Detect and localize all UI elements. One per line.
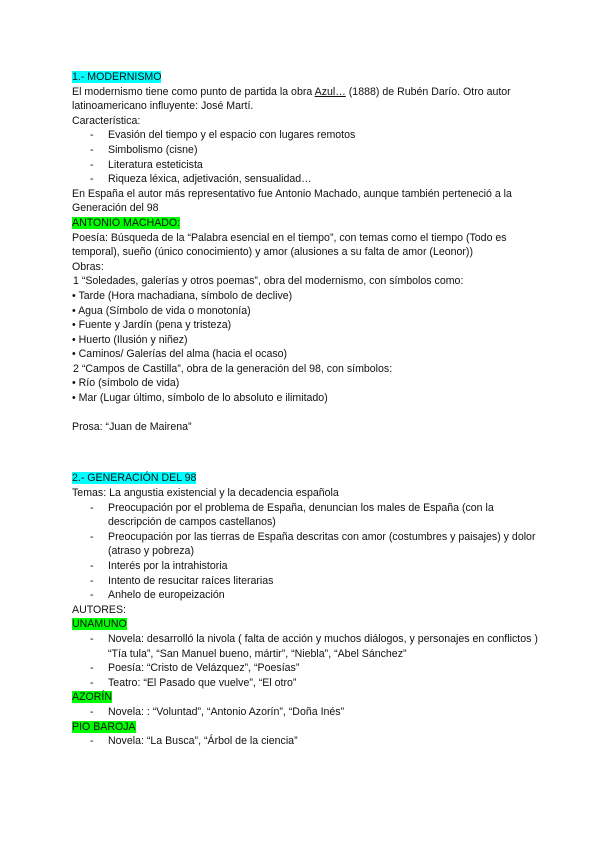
caracteristica-label: Característica: bbox=[72, 114, 141, 127]
tema-text: Preocupación por el problema de España, denuncian los males de España (con la descripción de campos castellanos) bbox=[108, 501, 494, 529]
tema-text: Anhelo de europeización bbox=[108, 589, 225, 602]
dash-marker: - bbox=[90, 560, 94, 572]
tema-text: Intento de resucitar raíces literarias bbox=[108, 574, 274, 587]
azorin-heading-line bbox=[72, 690, 542, 705]
obra-2: 2 “Campos de Castilla”, obra de la generación del 98, con símbolos: bbox=[73, 362, 393, 375]
trait-item bbox=[72, 128, 542, 143]
espana-paragraph: En España el autor más representativo fue Antonio Machado, aunque también perteneció a la Generación del 98 bbox=[72, 187, 512, 215]
autores-label: AUTORES: bbox=[72, 603, 126, 616]
baroja-novela-text: Novela: “La Busca”, “Árbol de la ciencia” bbox=[108, 735, 298, 748]
tema-item bbox=[72, 574, 542, 589]
symbol-item: • Huerto (Ilusión y niñez) bbox=[72, 333, 188, 346]
dash-marker: - bbox=[90, 143, 94, 156]
tema-text: Interés por la intrahistoria bbox=[108, 560, 228, 572]
prosa-line: Prosa: “Juan de Mairena” bbox=[72, 421, 192, 434]
section-2-heading: 2.- GENERACIÓN DEL 98 bbox=[72, 472, 197, 485]
modernismo-intro bbox=[72, 85, 542, 114]
azul-link[interactable]: Azul… bbox=[314, 85, 346, 98]
temas-line: Temas: La angustia existencial y la decadencia española bbox=[72, 487, 339, 500]
intro-text-a: El modernismo tiene como punto de partida la obra bbox=[72, 85, 315, 98]
unamuno-poesia-item bbox=[72, 661, 542, 676]
obras-label: Obras: bbox=[72, 260, 104, 273]
dash-marker: - bbox=[90, 735, 94, 748]
dash-marker: - bbox=[90, 173, 94, 186]
tema-item bbox=[72, 559, 542, 574]
trait-item bbox=[72, 158, 542, 173]
azorin-novela-text: Novela: : “Voluntad”, “Antonio Azorín”, “Doña Inés” bbox=[108, 705, 345, 718]
symbol-item: • Mar (Lugar último, símbolo de lo absoluto e ilimitado) bbox=[72, 392, 328, 405]
symbol-item: • Río (símbolo de vida) bbox=[72, 377, 180, 390]
baroja-novela-item bbox=[72, 734, 542, 749]
trait-text: Riqueza léxica, adjetivación, sensualidad… bbox=[108, 173, 312, 186]
trait-item bbox=[72, 172, 542, 187]
unamuno-novela-item bbox=[72, 632, 542, 647]
dash-marker: - bbox=[90, 158, 94, 171]
dash-marker: - bbox=[90, 632, 94, 645]
obra-1: 1 “Soledades, galerías y otros poemas”, obra del modernismo, con símbolos como: bbox=[73, 275, 464, 288]
machado-heading-line bbox=[72, 216, 542, 231]
trait-text: Simbolismo (cisne) bbox=[108, 143, 198, 156]
poesia-paragraph: Poesía: Búsqueda de la “Palabra esencial en el tiempo”, con temas como el tiempo (Todo es temporal), sueño (único conocimiento) y amor (alusiones a su falta de amor (Leonor)) bbox=[72, 231, 507, 259]
dash-marker: - bbox=[90, 662, 94, 675]
tema-item bbox=[72, 530, 542, 559]
baroja-heading-line bbox=[72, 720, 542, 735]
section-1-heading-line bbox=[72, 70, 542, 85]
unamuno-teatro-item bbox=[72, 676, 542, 691]
machado-heading: ANTONIO MACHADO: bbox=[72, 216, 181, 229]
tema-item bbox=[72, 588, 542, 603]
dash-marker: - bbox=[90, 129, 94, 142]
dash-marker: - bbox=[90, 676, 94, 689]
section-2-heading-line bbox=[72, 471, 542, 486]
spacer bbox=[72, 457, 542, 472]
dash-marker: - bbox=[90, 530, 94, 543]
symbol-item: • Agua (Símbolo de vida o monotonía) bbox=[72, 304, 251, 317]
trait-text: Literatura esteticista bbox=[108, 158, 203, 171]
tema-text: Preocupación por las tierras de España descritas con amor (costumbres y paisajes) y dolor (atraso y pobreza) bbox=[108, 530, 536, 558]
dash-marker: - bbox=[90, 501, 94, 514]
dash-marker: - bbox=[90, 705, 94, 718]
unamuno-heading: UNAMUNO bbox=[72, 618, 127, 631]
document-page bbox=[72, 70, 542, 749]
unamuno-heading-line bbox=[72, 617, 542, 632]
trait-item bbox=[72, 143, 542, 158]
symbol-item: • Tarde (Hora machadiana, símbolo de declive) bbox=[72, 289, 293, 302]
dash-marker: - bbox=[90, 589, 94, 602]
spacer bbox=[72, 406, 542, 421]
symbol-item: • Caminos/ Galerías del alma (hacia el ocaso) bbox=[72, 348, 288, 361]
baroja-heading: PIO BAROJA bbox=[72, 720, 136, 733]
intro-text-b: (1888) de Rubén Darío. Otro autor latinoamericano influyente: José Martí. bbox=[72, 85, 511, 113]
azorin-heading: AZORÍN bbox=[72, 691, 113, 704]
symbol-item: • Fuente y Jardín (pena y tristeza) bbox=[72, 319, 232, 332]
dash-marker: - bbox=[90, 574, 94, 587]
section-1-heading: 1.- MODERNISMO bbox=[72, 71, 162, 83]
spacer bbox=[72, 435, 542, 457]
tema-item bbox=[72, 501, 542, 530]
unamuno-novela-works: “Tía tula”, “San Manuel bueno, mártir”, “Niebla”, “Abel Sánchez” bbox=[108, 647, 407, 660]
trait-text: Evasión del tiempo y el espacio con lugares remotos bbox=[108, 129, 356, 142]
azorin-novela-item bbox=[72, 705, 542, 720]
unamuno-novela-text: Novela: desarrolló la nivola ( falta de acción y muchos diálogos, y personajes en conflictos ) bbox=[108, 632, 538, 645]
unamuno-teatro-text: Teatro: “El Pasado que vuelve”, “El otro” bbox=[108, 676, 297, 689]
unamuno-poesia-text: Poesía: “Cristo de Velázquez”, “Poesías” bbox=[108, 662, 300, 675]
